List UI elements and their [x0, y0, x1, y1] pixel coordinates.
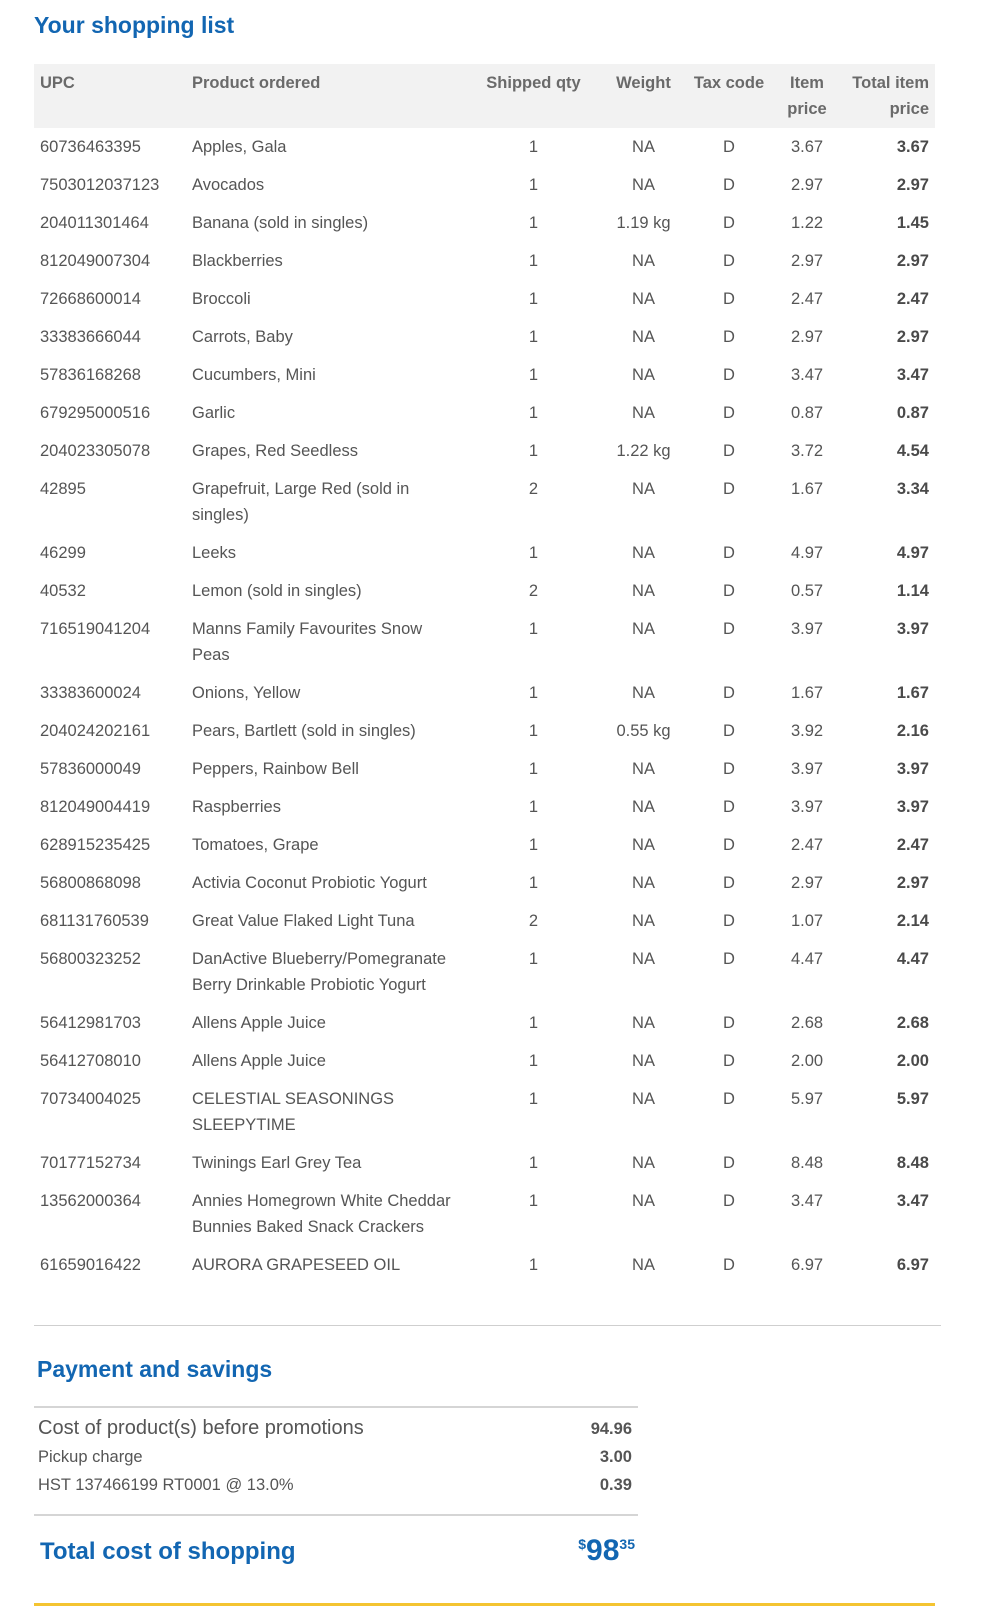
cell-tax-code: D — [723, 912, 735, 930]
cell-tax-code: D — [723, 684, 735, 702]
cell-tax-code: D — [723, 328, 735, 346]
cell-product: Manns Family Favourites Snow Peas — [192, 620, 423, 664]
cell-item-price: 0.87 — [790, 404, 824, 422]
cell-tax-code: D — [723, 1052, 735, 1070]
cell-shipped-qty: 1 — [528, 874, 539, 892]
cell-weight: NA — [632, 798, 655, 816]
cell-item-price: 2.47 — [790, 836, 824, 854]
cell-total-item-price: 8.48 — [896, 1154, 929, 1172]
cell-shipped-qty: 1 — [528, 214, 539, 232]
cell-product: Banana (sold in singles) — [192, 214, 369, 232]
cell-shipped-qty: 1 — [528, 138, 539, 156]
cell-item-price: 2.97 — [790, 252, 824, 270]
cell-shipped-qty: 1 — [528, 1052, 539, 1070]
cell-total-item-price: 2.97 — [896, 328, 929, 346]
cell-weight: NA — [632, 544, 655, 562]
cell-item-price: 6.97 — [790, 1256, 824, 1274]
cost-before-promotions-value: 94.96 — [590, 1420, 632, 1438]
cell-tax-code: D — [723, 252, 735, 270]
total-cents: 35 — [619, 1536, 635, 1552]
cell-product: CELESTIAL SEASONINGS SLEEPYTIME — [192, 1090, 395, 1134]
table-row — [34, 864, 935, 902]
cell-product: Carrots, Baby — [192, 328, 293, 346]
total-currency-symbol: $ — [578, 1536, 587, 1552]
cell-shipped-qty: 2 — [528, 912, 539, 930]
cell-upc: 679295000516 — [40, 404, 151, 422]
cell-item-price: 3.92 — [790, 722, 824, 740]
cell-total-item-price: 1.14 — [896, 582, 929, 600]
cell-tax-code: D — [723, 1192, 735, 1210]
cell-total-item-price: 5.97 — [896, 1090, 929, 1108]
cell-total-item-price: 4.97 — [896, 544, 929, 562]
cell-upc: 56800323252 — [40, 950, 141, 968]
cell-item-price: 5.97 — [790, 1090, 824, 1108]
cell-total-item-price: 2.00 — [896, 1052, 929, 1070]
cost-before-promotions-label: Cost of product(s) before promotions — [38, 1417, 364, 1439]
table-row — [34, 610, 935, 674]
cost-before-promotions-row — [38, 1417, 632, 1440]
cell-total-item-price: 3.97 — [896, 620, 929, 638]
cell-total-item-price: 2.97 — [896, 176, 929, 194]
cell-tax-code: D — [723, 836, 735, 854]
cell-total-item-price: 2.14 — [896, 912, 929, 930]
pickup-charge-label: Pickup charge — [38, 1448, 143, 1466]
cell-shipped-qty: 1 — [528, 684, 539, 702]
cell-tax-code: D — [723, 874, 735, 892]
cell-upc: 812049004419 — [40, 798, 151, 816]
cell-item-price: 3.47 — [790, 1192, 824, 1210]
cell-shipped-qty: 1 — [528, 442, 539, 460]
cell-weight: NA — [632, 1154, 655, 1172]
total-cost-row — [40, 1534, 635, 1572]
cell-product: Leeks — [192, 544, 237, 562]
cell-product: Twinings Earl Grey Tea — [192, 1154, 362, 1172]
cell-tax-code: D — [723, 1014, 735, 1032]
cell-product: AURORA GRAPESEED OIL — [192, 1256, 401, 1274]
cell-upc: 42895 — [40, 480, 86, 498]
cell-weight: NA — [632, 176, 655, 194]
cell-item-price: 3.47 — [790, 366, 824, 384]
cell-upc: 56412981703 — [40, 1014, 141, 1032]
cell-product: Cucumbers, Mini — [192, 366, 316, 384]
cell-item-price: 2.97 — [790, 328, 824, 346]
cell-total-item-price: 3.47 — [896, 1192, 929, 1210]
cell-total-item-price: 0.87 — [896, 404, 929, 422]
cell-product: Grapefruit, Large Red (sold in singles) — [192, 480, 410, 524]
cell-weight: NA — [632, 620, 655, 638]
hst-value: 0.39 — [599, 1476, 632, 1494]
cell-product: Garlic — [192, 404, 236, 422]
cell-product: Broccoli — [192, 290, 251, 308]
footer-accent-bar — [34, 1603, 935, 1606]
cell-total-item-price: 6.97 — [896, 1256, 929, 1274]
cell-product: DanActive Blueberry/Pomegranate Berry Drinkable Probiotic Yogurt — [192, 950, 447, 994]
cell-shipped-qty: 1 — [528, 404, 539, 422]
cell-upc: 13562000364 — [40, 1192, 141, 1210]
table-row — [34, 750, 935, 788]
cell-weight: NA — [632, 1192, 655, 1210]
cell-weight: NA — [632, 1014, 655, 1032]
cell-weight: NA — [632, 950, 655, 968]
cell-upc: 204011301464 — [40, 214, 149, 232]
cell-product: Apples, Gala — [192, 138, 287, 156]
cell-weight: NA — [632, 760, 655, 778]
cell-upc: 33383600024 — [40, 684, 141, 702]
table-row — [34, 1080, 935, 1144]
col-header-upc: UPC — [34, 64, 186, 128]
cell-product: Great Value Flaked Light Tuna — [192, 912, 415, 930]
cell-tax-code: D — [723, 1256, 735, 1274]
cell-weight: NA — [632, 836, 655, 854]
table-row — [34, 940, 935, 1004]
cell-weight: NA — [632, 582, 655, 600]
table-row — [34, 204, 935, 242]
cell-product: Allens Apple Juice — [192, 1052, 326, 1070]
cell-tax-code: D — [723, 620, 735, 638]
cell-shipped-qty: 1 — [528, 798, 539, 816]
cell-total-item-price: 3.47 — [896, 366, 929, 384]
cell-shipped-qty: 1 — [528, 836, 539, 854]
cell-item-price: 2.97 — [790, 874, 824, 892]
cell-shipped-qty: 1 — [528, 1090, 539, 1108]
col-header-item-price: Item price — [772, 64, 842, 128]
col-header-tax-code: Tax code — [686, 64, 772, 128]
cell-shipped-qty: 1 — [528, 252, 539, 270]
cell-product: Blackberries — [192, 252, 283, 270]
cell-shipped-qty: 1 — [528, 950, 539, 968]
cell-item-price: 8.48 — [790, 1154, 824, 1172]
total-dollars: 98 — [586, 1534, 620, 1567]
table-body — [34, 128, 935, 1284]
cell-weight: 1.22 kg — [616, 442, 671, 460]
cell-tax-code: D — [723, 582, 735, 600]
cell-tax-code: D — [723, 404, 735, 422]
table-row — [34, 356, 935, 394]
cell-total-item-price: 3.97 — [896, 760, 929, 778]
cell-weight: NA — [632, 328, 655, 346]
table-row — [34, 674, 935, 712]
cell-shipped-qty: 1 — [528, 366, 539, 384]
col-header-weight: Weight — [601, 64, 686, 128]
cell-product: Avocados — [192, 176, 265, 194]
cell-tax-code: D — [723, 1090, 735, 1108]
cell-item-price: 2.68 — [790, 1014, 824, 1032]
cell-weight: NA — [632, 1256, 655, 1274]
table-header — [34, 64, 935, 128]
cell-weight: NA — [632, 1090, 655, 1108]
cell-tax-code: D — [723, 480, 735, 498]
cell-total-item-price: 3.97 — [896, 798, 929, 816]
cell-product: Tomatoes, Grape — [192, 836, 319, 854]
cell-weight: NA — [632, 252, 655, 270]
cell-item-price: 1.22 — [790, 214, 824, 232]
table-row — [34, 788, 935, 826]
cell-upc: 72668600014 — [40, 290, 141, 308]
cell-total-item-price: 1.67 — [896, 684, 929, 702]
cell-tax-code: D — [723, 176, 735, 194]
table-row — [34, 470, 935, 534]
cell-upc: 70734004025 — [40, 1090, 141, 1108]
cell-product: Pears, Bartlett (sold in singles) — [192, 722, 416, 740]
cell-weight: NA — [632, 290, 655, 308]
cell-item-price: 2.47 — [790, 290, 824, 308]
table-row — [34, 318, 935, 356]
pickup-charge-value: 3.00 — [599, 1448, 632, 1466]
hst-label: HST 137466199 RT0001 @ 13.0% — [38, 1476, 294, 1494]
cell-upc: 204023305078 — [40, 442, 151, 460]
hst-row — [38, 1476, 632, 1495]
payment-section-title: Payment and savings — [37, 1356, 273, 1382]
table-row — [34, 394, 935, 432]
page-title: Your shopping list — [34, 12, 235, 38]
cell-item-price: 2.97 — [790, 176, 824, 194]
cell-tax-code: D — [723, 798, 735, 816]
cell-shipped-qty: 2 — [528, 480, 539, 498]
table-row — [34, 534, 935, 572]
cell-tax-code: D — [723, 1154, 735, 1172]
cell-shipped-qty: 1 — [528, 328, 539, 346]
table-row — [34, 1042, 935, 1080]
cell-tax-code: D — [723, 290, 735, 308]
cell-weight: NA — [632, 1052, 655, 1070]
cell-weight: 1.19 kg — [616, 214, 671, 232]
shopping-list-table — [34, 64, 935, 1284]
cell-total-item-price: 2.47 — [896, 836, 929, 854]
cell-weight: NA — [632, 874, 655, 892]
total-cost-label: Total cost of shopping — [40, 1538, 296, 1565]
cell-upc: 57836000049 — [40, 760, 141, 778]
cell-item-price: 3.97 — [790, 620, 824, 638]
cell-weight: NA — [632, 404, 655, 422]
cell-item-price: 0.57 — [790, 582, 824, 600]
cell-product: Peppers, Rainbow Bell — [192, 760, 359, 778]
cell-item-price: 4.97 — [790, 544, 824, 562]
cell-total-item-price: 4.54 — [896, 442, 929, 460]
table-row — [34, 1246, 935, 1284]
cell-upc: 812049007304 — [40, 252, 151, 270]
table-row — [34, 1004, 935, 1042]
cell-shipped-qty: 1 — [528, 544, 539, 562]
cell-upc: 57836168268 — [40, 366, 141, 384]
cell-weight: NA — [632, 366, 655, 384]
shopping-list-table-wrapper — [34, 64, 935, 1284]
cell-tax-code: D — [723, 214, 735, 232]
cell-product: Grapes, Red Seedless — [192, 442, 359, 460]
cell-upc: 681131760539 — [40, 912, 149, 930]
col-header-shipped-qty: Shipped qty — [466, 64, 601, 128]
cell-tax-code: D — [723, 442, 735, 460]
cell-weight: NA — [632, 480, 655, 498]
cell-weight: NA — [632, 912, 655, 930]
cell-total-item-price: 3.67 — [896, 138, 929, 156]
cell-product: Onions, Yellow — [192, 684, 301, 702]
table-row — [34, 166, 935, 204]
cell-item-price: 3.97 — [790, 760, 824, 778]
cell-weight: NA — [632, 138, 655, 156]
cell-product: Allens Apple Juice — [192, 1014, 326, 1032]
cell-shipped-qty: 1 — [528, 1014, 539, 1032]
cell-upc: 61659016422 — [40, 1256, 141, 1274]
cell-product: Lemon (sold in singles) — [192, 582, 362, 600]
cell-total-item-price: 2.68 — [896, 1014, 929, 1032]
cell-item-price: 3.67 — [790, 138, 824, 156]
cell-shipped-qty: 1 — [528, 760, 539, 778]
cell-item-price: 1.67 — [790, 684, 824, 702]
cell-upc: 40532 — [40, 582, 86, 600]
cell-item-price: 1.07 — [790, 912, 824, 930]
cell-shipped-qty: 1 — [528, 1256, 539, 1274]
cell-tax-code: D — [723, 722, 735, 740]
cell-upc: 56412708010 — [40, 1052, 141, 1070]
cell-upc: 716519041204 — [40, 620, 151, 638]
table-row — [34, 572, 935, 610]
cell-upc: 60736463395 — [40, 138, 141, 156]
table-row — [34, 280, 935, 318]
cell-tax-code: D — [723, 950, 735, 968]
cell-shipped-qty: 1 — [528, 722, 539, 740]
cell-upc: 46299 — [40, 544, 86, 562]
col-header-product: Product ordered — [186, 64, 466, 128]
table-row — [34, 128, 935, 166]
cell-weight: NA — [632, 684, 655, 702]
cell-total-item-price: 2.47 — [896, 290, 929, 308]
cell-total-item-price: 1.45 — [896, 214, 929, 232]
cell-tax-code: D — [723, 138, 735, 156]
cell-item-price: 3.97 — [790, 798, 824, 816]
cell-tax-code: D — [723, 544, 735, 562]
payment-top-divider — [34, 1406, 638, 1408]
table-row — [34, 902, 935, 940]
payment-bottom-divider — [34, 1514, 638, 1516]
cell-upc: 628915235425 — [40, 836, 151, 854]
total-cost-amount — [578, 1534, 635, 1568]
cell-total-item-price: 4.47 — [896, 950, 929, 968]
table-row — [34, 1144, 935, 1182]
cell-shipped-qty: 2 — [528, 582, 539, 600]
cell-total-item-price: 3.34 — [896, 480, 929, 498]
cell-shipped-qty: 1 — [528, 620, 539, 638]
table-row — [34, 826, 935, 864]
cell-shipped-qty: 1 — [528, 290, 539, 308]
cell-product: Activia Coconut Probiotic Yogurt — [192, 874, 427, 892]
cell-upc: 7503012037123 — [40, 176, 160, 194]
cell-total-item-price: 2.97 — [896, 252, 929, 270]
cell-upc: 33383666044 — [40, 328, 141, 346]
table-row — [34, 432, 935, 470]
pickup-charge-row — [38, 1448, 632, 1467]
cell-tax-code: D — [723, 760, 735, 778]
cell-upc: 70177152734 — [40, 1154, 141, 1172]
cell-upc: 56800868098 — [40, 874, 141, 892]
cell-weight: 0.55 kg — [616, 722, 671, 740]
cell-shipped-qty: 1 — [528, 1192, 539, 1210]
table-row — [34, 1182, 935, 1246]
cell-item-price: 2.00 — [790, 1052, 824, 1070]
cell-item-price: 1.67 — [790, 480, 824, 498]
cell-tax-code: D — [723, 366, 735, 384]
cell-shipped-qty: 1 — [528, 1154, 539, 1172]
col-header-total-item-price: Total item price — [842, 64, 935, 128]
cell-upc: 204024202161 — [40, 722, 151, 740]
cell-item-price: 3.72 — [790, 442, 824, 460]
cell-shipped-qty: 1 — [528, 176, 539, 194]
cell-total-item-price: 2.16 — [896, 722, 929, 740]
table-row — [34, 712, 935, 750]
cell-product: Annies Homegrown White Cheddar Bunnies Baked Snack Crackers — [192, 1192, 451, 1236]
cell-item-price: 4.47 — [790, 950, 824, 968]
cell-total-item-price: 2.97 — [896, 874, 929, 892]
table-divider — [34, 1325, 941, 1326]
cell-product: Raspberries — [192, 798, 281, 816]
table-row — [34, 242, 935, 280]
